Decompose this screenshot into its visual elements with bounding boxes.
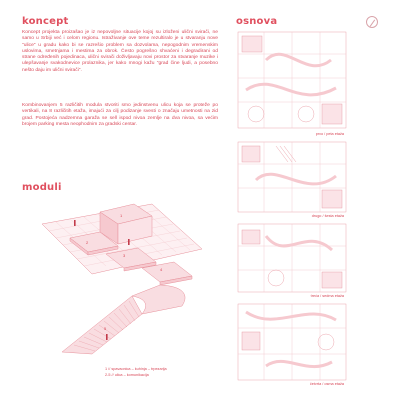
plan-label-4: četvrta / osma etaža <box>309 382 344 386</box>
modules-axonometric-drawing <box>22 194 222 364</box>
svg-text:3: 3 <box>123 253 126 258</box>
legend-line-1: 1 // spavaonica – kuhinja – trpezarija <box>105 367 167 371</box>
koncept-paragraph-1: Koncept projekta proizašao je iz nepovoljne situacije kojoj su izloženi ulični svirači, ne samo u Srbiji već i celom regionu. Istraživanje ove teme rezultiralo je u stvaranju nove "ulice" u gradu kako bi se razrešio problem sa dozvolama, nepogodnim vremenskim uslovima, smetnjama i mestima za obrok. Često pogrešno shvaćeni i degradirani od strane određenih pojedinaca, ulični svirači doživljavaju novi prostor za stvaranje muzike i ulepšavanje svakodnevice prolaznika, jer kako mnogi kažu "grad čine ljudi, a posebno nešto daju im ulični svirači". <box>22 30 218 73</box>
koncept-heading: koncept <box>22 16 69 27</box>
svg-text:4: 4 <box>160 267 163 272</box>
svg-text:5: 5 <box>104 326 107 331</box>
plan-label-2: drugo / šesta etaža <box>311 214 344 218</box>
koncept-paragraph-2: Kombinovanjem 5 različitih modula stvoriti smo jedinstvenu ulicu koja se proteže po vertikali, na 8 različitih etaža, imajući za cilj podizanje svesti o značaju umetnosti na zid grad. Postojeća nadzemna garaža se sell ispod nivoa zemlje na dva nivoa, sa većim brojem parking mesta neophodnim za gradski centar. <box>22 103 218 127</box>
plan-label-1: prvo / peta etaža <box>315 132 344 136</box>
moduli-heading: moduli <box>22 182 62 193</box>
floor-plan-2 <box>236 140 348 214</box>
legend-line-2: 2-5 // ulica – komunikacija <box>105 373 149 377</box>
svg-text:2: 2 <box>86 240 89 245</box>
svg-text:1: 1 <box>120 213 123 218</box>
osnova-heading: osnova <box>236 16 278 27</box>
plan-label-3: treća / sedma etaža <box>310 294 344 298</box>
floor-plan-3 <box>236 222 348 294</box>
floor-plan-4 <box>236 302 348 382</box>
floor-plan-1 <box>236 30 348 130</box>
logo-icon <box>366 16 378 28</box>
